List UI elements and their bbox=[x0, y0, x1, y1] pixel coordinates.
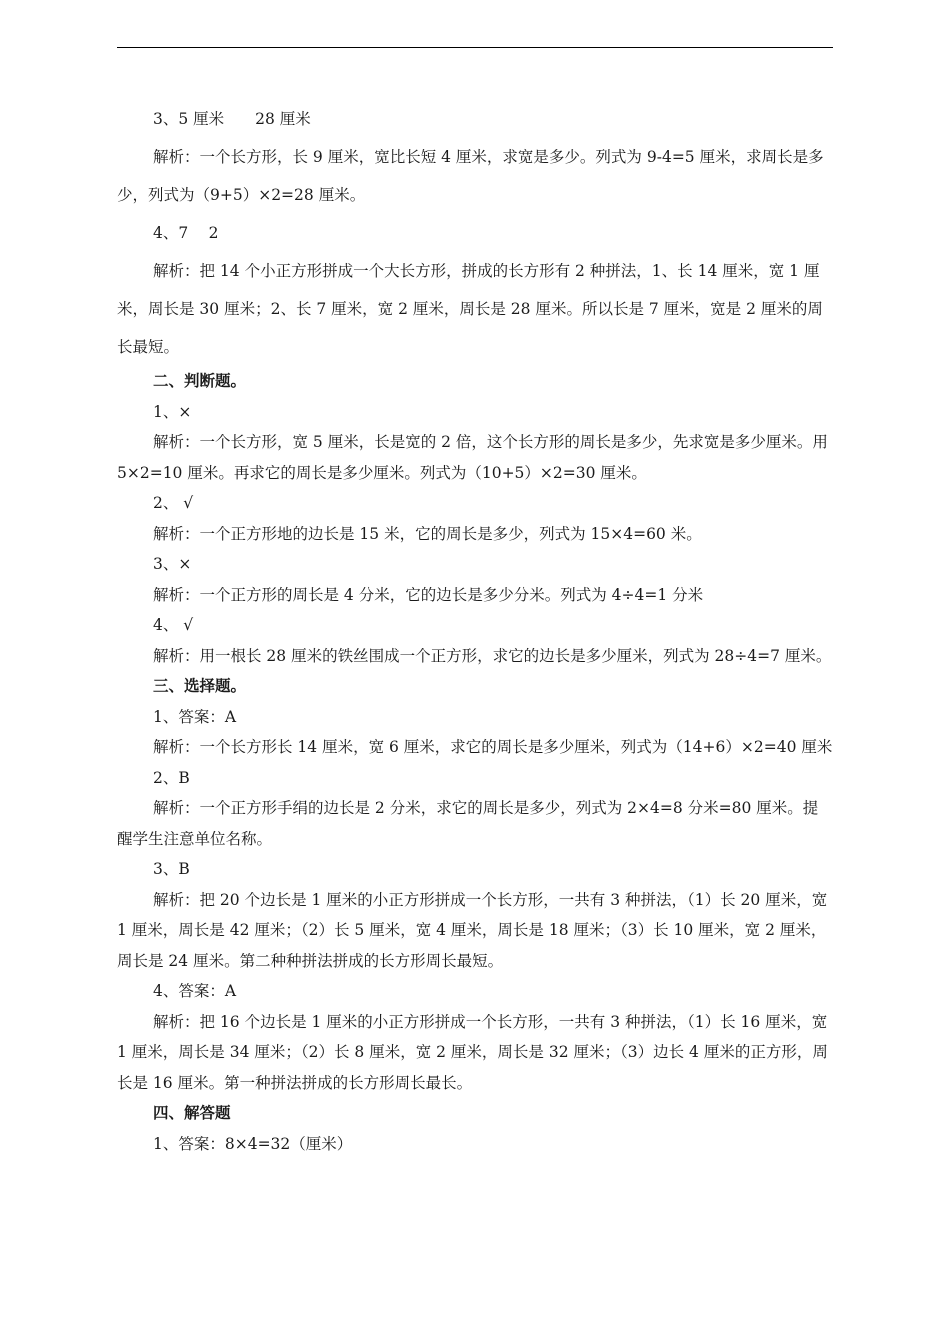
header-rule bbox=[117, 47, 833, 48]
s3-item1-analysis: 解析：一个长方形长 14 厘米，宽 6 厘米，求它的周长是多少厘米，列式为（14+6）×2=40 厘米 bbox=[153, 738, 833, 756]
s2-item1-analysis: 解析：一个长方形，宽 5 厘米，长是宽的 2 倍，这个长方形的周长是多少，先求宽是多少厘米。用 5×2=10 厘米。再求它的周长是多少厘米。列式为（10+5）×2=30 厘米。 bbox=[117, 433, 828, 482]
q4-answer: 4、7 2 bbox=[153, 224, 219, 242]
s2-item3-answer: 3、× bbox=[153, 555, 192, 573]
s3-item3-analysis: 解析：把 20 个边长是 1 厘米的小正方形拼成一个长方形，一共有 3 种拼法，（1）长 20 厘米，宽 1 厘米，周长是 42 厘米；（2）长 5 厘米，宽 4 厘米，周长是 18 厘米；（3）长 10 厘米，宽 2 厘米，周长是 24 厘米。第二种种拼法拼成的长方形周长最短。 bbox=[117, 890, 828, 970]
q3-analysis: 解析：一个长方形，长 9 厘米，宽比长短 4 厘米，求宽是多少。列式为 9-4=5 厘米，求周长是多少，列式为（9+5）×2=28 厘米。 bbox=[117, 148, 824, 204]
s3-item1-answer: 1、答案：A bbox=[153, 707, 237, 726]
s4-item1-answer: 1、答案：8×4=32（厘米） bbox=[153, 1134, 353, 1153]
section2-heading: 二、判断题。 bbox=[153, 371, 247, 390]
document-body bbox=[117, 100, 833, 1159]
s3-item4-analysis: 解析：把 16 个边长是 1 厘米的小正方形拼成一个长方形，一共有 3 种拼法，（1）长 16 厘米，宽 1 厘米，周长是 34 厘米；（2）长 8 厘米，宽 2 厘米，周长是 32 厘米；（3）边长 4 厘米的正方形，周长是 16 厘米。第一种拼法拼成的长方形周长最长。 bbox=[117, 1012, 828, 1092]
s2-item4-answer: 4、 √ bbox=[153, 616, 194, 634]
s3-item4-answer: 4、答案：A bbox=[153, 982, 237, 1000]
s2-item1-answer: 1、× bbox=[153, 402, 192, 421]
s2-item2-answer: 2、 √ bbox=[153, 494, 194, 512]
q4-analysis: 解析：把 14 个小正方形拼成一个大长方形，拼成的长方形有 2 种拼法，1、长 14 厘米，宽 1 厘米，周长是 30 厘米；2、长 7 厘米，宽 2 厘米，周长是 28 厘米。所以长是 7 厘米，宽是 2 厘米的周长最短。 bbox=[117, 262, 823, 356]
s3-item2-analysis: 解析：一个正方形手绢的边长是 2 分米，求它的周长是多少，列式为 2×4=8 分米=80 厘米。提醒学生注意单位名称。 bbox=[117, 799, 819, 848]
q3-answer: 3、5 厘米 28 厘米 bbox=[153, 110, 311, 128]
section4-heading: 四、解答题 bbox=[153, 1103, 231, 1122]
section3-heading: 三、选择题。 bbox=[153, 676, 247, 695]
s2-item2-analysis: 解析：一个正方形地的边长是 15 米，它的周长是多少，列式为 15×4=60 米。 bbox=[153, 524, 702, 543]
s2-item4-analysis: 解析：用一根长 28 厘米的铁丝围成一个正方形，求它的边长是多少厘米，列式为 28÷4=7 厘米。 bbox=[153, 646, 832, 665]
s3-item2-answer: 2、B bbox=[153, 768, 190, 787]
s2-item3-analysis: 解析：一个正方形的周长是 4 分米，它的边长是多少分米。列式为 4÷4=1 分米 bbox=[153, 585, 704, 604]
s3-item3-answer: 3、B bbox=[153, 860, 190, 878]
